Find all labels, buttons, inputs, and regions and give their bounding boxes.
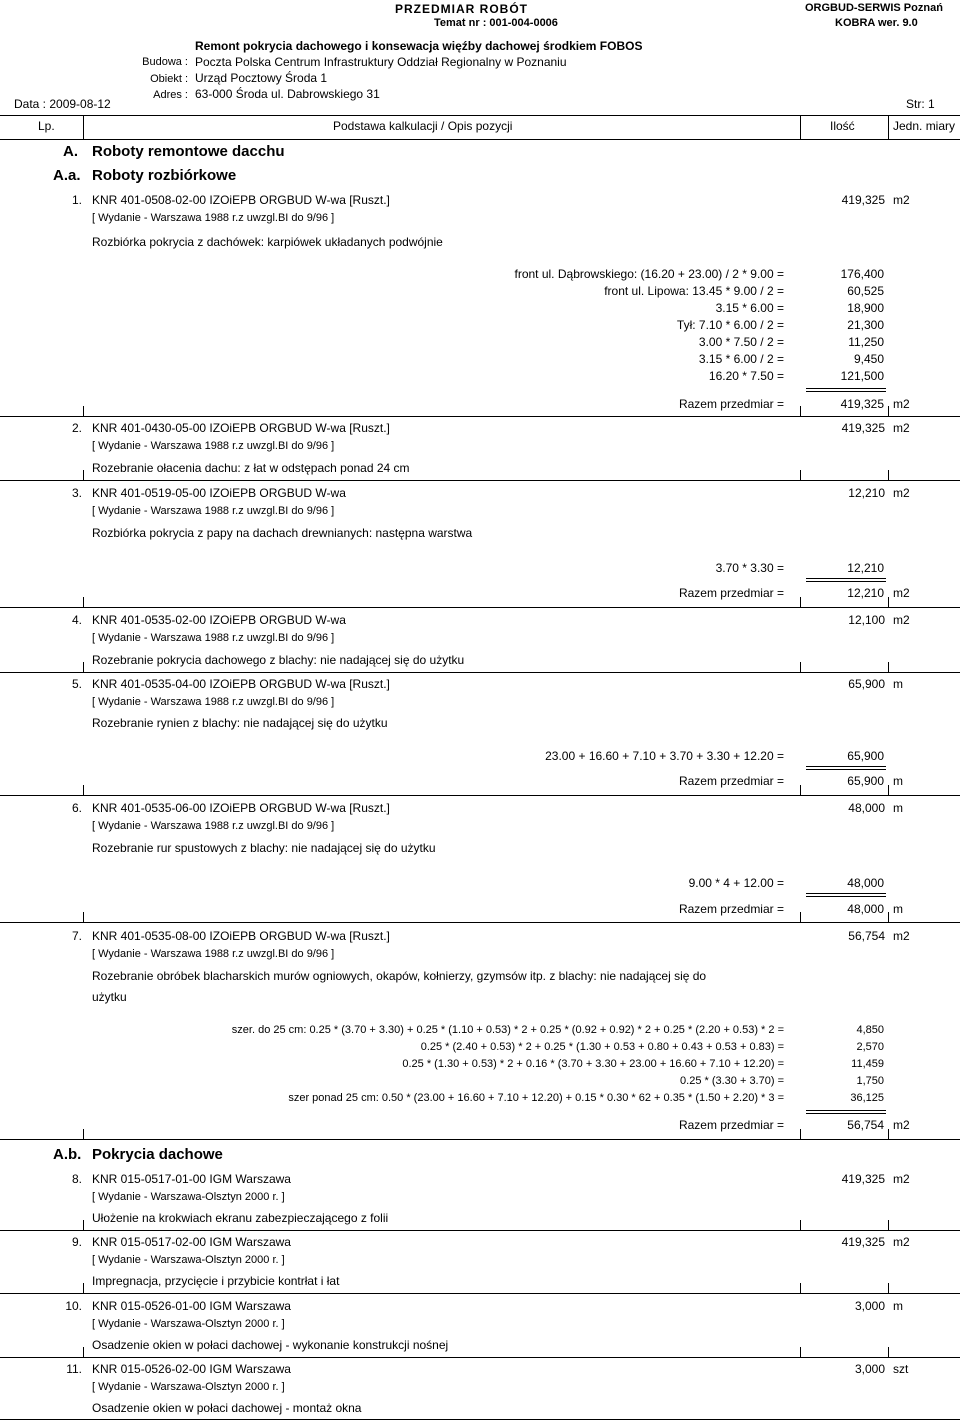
row-separator xyxy=(0,672,960,673)
item-11-unit: szt xyxy=(893,1362,909,1376)
item-10-number: 10. xyxy=(65,1299,82,1313)
item-1-calc-7: 16.20 * 7.50 = xyxy=(708,369,784,383)
item-5-unit: m xyxy=(893,677,903,691)
item-5-quantity: 65,900 xyxy=(848,677,885,691)
item-7-calc-3: 0.25 * (1.30 + 0.53) * 2 + 0.16 * (3.70 + 3.30 + 23.00 + 16.60 + 7.10 + 12.20) = xyxy=(402,1058,784,1070)
item-4-unit: m2 xyxy=(893,613,910,627)
item-6-description: Rozebranie rur spustowych z blachy: nie nadającej się do użytku xyxy=(92,841,436,855)
item-1-calc-value-5: 11,250 xyxy=(848,335,884,349)
item-5-basis: KNR 401-0535-04-00 IZOiEPB ORGBUD W-wa [Ruszt.] xyxy=(92,677,390,691)
item-5-calc-1: 23.00 + 16.60 + 7.10 + 3.70 + 3.30 + 12.20 = xyxy=(545,749,784,763)
item-8-edition: [ Wydanie - Warszawa-Olsztyn 2000 r. ] xyxy=(92,1191,285,1203)
item-5-total-value: 65,900 xyxy=(847,774,884,788)
item-1-calc-value-4: 21,300 xyxy=(847,318,884,332)
item-3-calc-value-1: 12,210 xyxy=(847,561,884,575)
row-separator xyxy=(0,1139,960,1140)
doc-number: Temat nr : 001-004-0006 xyxy=(434,17,558,29)
item-3-calc-1: 3.70 * 3.30 = xyxy=(715,561,784,575)
item-7-total-unit: m2 xyxy=(893,1118,910,1132)
item-9-unit: m2 xyxy=(893,1235,910,1249)
row-separator xyxy=(0,1357,960,1358)
col-quantity: Ilość xyxy=(830,119,855,133)
item-5-edition: [ Wydanie - Warszawa 1988 r.z uwzgl.BI do 9/96 ] xyxy=(92,696,335,708)
item-7-calc-value-2: 2,570 xyxy=(856,1041,884,1053)
date: Data : 2009-08-12 xyxy=(14,97,111,111)
budowa-label: Budowa : xyxy=(142,56,188,68)
item-1-calc-6: 3.15 * 6.00 / 2 = xyxy=(698,352,784,366)
item-7-calc-4: 0.25 * (3.30 + 3.70) = xyxy=(680,1075,784,1087)
total-rule xyxy=(806,578,886,582)
item-6-basis: KNR 401-0535-06-00 IZOiEPB ORGBUD W-wa [Ruszt.] xyxy=(92,801,390,815)
item-1-calc-1: front ul. Dąbrowskiego: (16.20 + 23.00) / 2 * 9.00 = xyxy=(514,267,784,281)
item-8-description: Ułożenie na krokwiach ekranu zabezpieczającego z folii xyxy=(92,1211,389,1225)
item-10-unit: m xyxy=(893,1299,903,1313)
page-number: Str: 1 xyxy=(906,97,935,111)
item-9-basis: KNR 015-0517-02-00 IGM Warszawa xyxy=(92,1235,291,1249)
item-6-total-unit: m xyxy=(893,902,903,916)
item-4-description: Rozebranie pokrycia dachowego z blachy: nie nadającej się do użytku xyxy=(92,653,465,667)
obiekt-value: Urząd Pocztowy Środa 1 xyxy=(195,71,328,85)
doc-title: PRZEDMIAR ROBÓT xyxy=(395,2,528,16)
item-3-total-label: Razem przedmiar = xyxy=(678,586,784,600)
item-1-calc-2: front ul. Lipowa: 13.45 * 9.00 / 2 = xyxy=(604,284,784,298)
item-1-unit: m2 xyxy=(893,193,910,207)
item-6-quantity: 48,000 xyxy=(848,801,885,815)
item-1-total-label: Razem przedmiar = xyxy=(678,397,784,411)
item-1-calc-value-7: 121,500 xyxy=(840,369,884,383)
header-rule-bottom xyxy=(0,139,960,140)
adres-label: Adres : xyxy=(153,89,188,101)
item-9-description: Impregnacja, przycięcie i przybicie kontrłat i łat xyxy=(92,1274,340,1288)
item-5-total-label: Razem przedmiar = xyxy=(678,774,784,788)
item-2-description: Rozebranie ołacenia dachu: z łat w odstępach ponad 24 cm xyxy=(92,461,410,475)
item-11-edition: [ Wydanie - Warszawa-Olsztyn 2000 r. ] xyxy=(92,1381,285,1393)
section-aa-title: Roboty rozbiórkowe xyxy=(92,167,237,184)
item-6-unit: m xyxy=(893,801,903,815)
row-separator xyxy=(0,607,960,608)
item-8-quantity: 419,325 xyxy=(841,1172,885,1186)
item-11-quantity: 3,000 xyxy=(854,1362,885,1376)
item-1-edition: [ Wydanie - Warszawa 1988 r.z uwzgl.BI do 9/96 ] xyxy=(92,212,335,224)
item-4-basis: KNR 401-0535-02-00 IZOiEPB ORGBUD W-wa xyxy=(92,613,346,627)
item-7-basis: KNR 401-0535-08-00 IZOiEPB ORGBUD W-wa [Ruszt.] xyxy=(92,929,390,943)
col-lp: Lp. xyxy=(38,119,55,133)
item-1-quantity: 419,325 xyxy=(841,193,885,207)
item-7-calc-2: 0.25 * (2.40 + 0.53) * 2 + 0.25 * (1.30 + 0.53 + 0.80 + 0.43 + 0.53 + 0.83) = xyxy=(420,1041,784,1053)
adres-value: 63-000 Środa ul. Dabrowskiego 31 xyxy=(195,87,380,101)
item-7-calc-value-5: 36,125 xyxy=(850,1092,884,1104)
item-1-calc-value-1: 176,400 xyxy=(840,267,884,281)
item-1-total-value: 419,325 xyxy=(840,397,884,411)
item-1-calc-value-6: 9,450 xyxy=(853,352,884,366)
header-rule-top xyxy=(0,115,960,116)
item-1-calc-3: 3.15 * 6.00 = xyxy=(715,301,784,315)
item-7-calc-value-1: 4,850 xyxy=(856,1024,884,1036)
item-4-number: 4. xyxy=(71,613,82,627)
item-7-quantity: 56,754 xyxy=(848,929,885,943)
row-separator xyxy=(0,795,960,796)
item-4-quantity: 12,100 xyxy=(848,613,885,627)
section-ab-code: A.b. xyxy=(53,1146,82,1163)
section-aa-code: A.a. xyxy=(53,167,81,184)
item-11-description: Osadzenie okien w połaci dachowej - montaż okna xyxy=(92,1401,362,1415)
item-7-unit: m2 xyxy=(893,929,910,943)
row-separator xyxy=(0,922,960,923)
budowa-value: Poczta Polska Centrum Infrastruktury Oddział Regionalny w Poznaniu xyxy=(195,55,567,69)
item-7-calc-5: szer ponad 25 cm: 0.50 * (23.00 + 16.60 + 7.10 + 12.20) + 0.15 * 0.30 * 62 + 0.35 * (1.50 + 2.20) * 3 = xyxy=(288,1092,784,1104)
software-version: KOBRA wer. 9.0 xyxy=(835,17,918,29)
row-separator xyxy=(0,480,960,481)
item-1-basis: KNR 401-0508-02-00 IZOiEPB ORGBUD W-wa [Ruszt.] xyxy=(92,193,390,207)
section-a-title: Roboty remontowe dacchu xyxy=(92,143,285,160)
item-8-basis: KNR 015-0517-01-00 IGM Warszawa xyxy=(92,1172,291,1186)
row-separator xyxy=(0,1293,960,1294)
item-10-basis: KNR 015-0526-01-00 IGM Warszawa xyxy=(92,1299,291,1313)
item-6-calc-value-1: 48,000 xyxy=(847,876,884,890)
item-11-number: 11. xyxy=(66,1362,82,1376)
item-6-total-value: 48,000 xyxy=(847,902,884,916)
total-rule xyxy=(806,893,886,897)
col-unit: Jedn. miary xyxy=(893,119,956,133)
item-7-total-label: Razem przedmiar = xyxy=(678,1118,784,1132)
item-1-total-unit: m2 xyxy=(893,397,910,411)
item-2-number: 2. xyxy=(71,421,82,435)
project-title: Remont pokrycia dachowego i konsewacja więźby dachowej środkiem FOBOS xyxy=(195,39,643,53)
company-name: ORGBUD-SERWIS Poznań xyxy=(805,2,943,14)
item-1-description: Rozbiórka pokrycia z dachówek: karpiówek układanych podwójnie xyxy=(92,235,443,249)
item-1-calc-4: Tył: 7.10 * 6.00 / 2 = xyxy=(676,318,784,332)
item-7-description: Rozebranie obróbek blacharskich murów ogniowych, okapów, kołnierzy, gzymsów itp. z blachy: nie nadającej się do xyxy=(92,969,707,983)
item-9-number: 9. xyxy=(71,1235,82,1249)
item-3-edition: [ Wydanie - Warszawa 1988 r.z uwzgl.BI do 9/96 ] xyxy=(92,505,335,517)
item-9-quantity: 419,325 xyxy=(841,1235,885,1249)
item-9-edition: [ Wydanie - Warszawa-Olsztyn 2000 r. ] xyxy=(92,1254,285,1266)
item-6-total-label: Razem przedmiar = xyxy=(678,902,784,916)
item-3-unit: m2 xyxy=(893,486,910,500)
item-7-number: 7. xyxy=(71,929,82,943)
item-5-number: 5. xyxy=(71,677,82,691)
total-rule xyxy=(806,766,886,770)
item-1-calc-5: 3.00 * 7.50 / 2 = xyxy=(698,335,784,349)
row-separator xyxy=(0,416,960,417)
item-2-edition: [ Wydanie - Warszawa 1988 r.z uwzgl.BI do 9/96 ] xyxy=(92,440,335,452)
item-3-basis: KNR 401-0519-05-00 IZOiEPB ORGBUD W-wa xyxy=(92,486,346,500)
item-1-calc-value-2: 60,525 xyxy=(847,284,884,298)
item-8-number: 8. xyxy=(71,1172,82,1186)
row-separator xyxy=(0,1419,960,1420)
section-ab-title: Pokrycia dachowe xyxy=(92,1146,223,1163)
item-7-total-value: 56,754 xyxy=(847,1118,884,1132)
item-2-quantity: 419,325 xyxy=(841,421,885,435)
item-3-quantity: 12,210 xyxy=(848,486,885,500)
item-2-unit: m2 xyxy=(893,421,910,435)
col-description: Podstawa kalkulacji / Opis pozycji xyxy=(333,119,513,133)
item-6-calc-1: 9.00 * 4 + 12.00 = xyxy=(688,876,784,890)
total-rule xyxy=(806,388,886,392)
item-10-description: Osadzenie okien w połaci dachowej - wykonanie konstrukcji nośnej xyxy=(92,1338,449,1352)
item-5-total-unit: m xyxy=(893,774,903,788)
item-6-edition: [ Wydanie - Warszawa 1988 r.z uwzgl.BI do 9/96 ] xyxy=(92,820,335,832)
item-3-number: 3. xyxy=(71,486,82,500)
total-rule xyxy=(806,1110,886,1114)
item-4-edition: [ Wydanie - Warszawa 1988 r.z uwzgl.BI do 9/96 ] xyxy=(92,632,335,644)
section-a-code: A. xyxy=(63,143,78,160)
item-6-number: 6. xyxy=(71,801,82,815)
item-5-description: Rozebranie rynien z blachy: nie nadającej się do użytku xyxy=(92,716,388,730)
item-7-edition: [ Wydanie - Warszawa 1988 r.z uwzgl.BI do 9/96 ] xyxy=(92,948,335,960)
obiekt-label: Obiekt : xyxy=(150,73,188,85)
item-7-description-line-2: użytku xyxy=(92,990,127,1004)
item-1-number: 1. xyxy=(71,193,82,207)
item-11-basis: KNR 015-0526-02-00 IGM Warszawa xyxy=(92,1362,291,1376)
item-7-calc-value-3: 11,459 xyxy=(851,1058,884,1070)
item-3-total-unit: m2 xyxy=(893,586,910,600)
item-10-quantity: 3,000 xyxy=(854,1299,885,1313)
item-10-edition: [ Wydanie - Warszawa-Olsztyn 2000 r. ] xyxy=(92,1318,285,1330)
row-separator xyxy=(0,1230,960,1231)
item-7-calc-value-4: 1,750 xyxy=(856,1075,884,1087)
item-3-total-value: 12,210 xyxy=(847,586,884,600)
item-7-calc-1: szer. do 25 cm: 0.25 * (3.70 + 3.30) + 0.25 * (1.10 + 0.53) * 2 + 0.25 * (0.92 + 0.92) * 2 + 0.25 * (2.20 + 0.53) * 2 = xyxy=(231,1024,784,1036)
item-2-basis: KNR 401-0430-05-00 IZOiEPB ORGBUD W-wa [Ruszt.] xyxy=(92,421,390,435)
item-5-calc-value-1: 65,900 xyxy=(847,749,884,763)
item-3-description: Rozbiórka pokrycia z papy na dachach drewnianych: następna warstwa xyxy=(92,526,473,540)
item-1-calc-value-3: 18,900 xyxy=(847,301,884,315)
item-8-unit: m2 xyxy=(893,1172,910,1186)
